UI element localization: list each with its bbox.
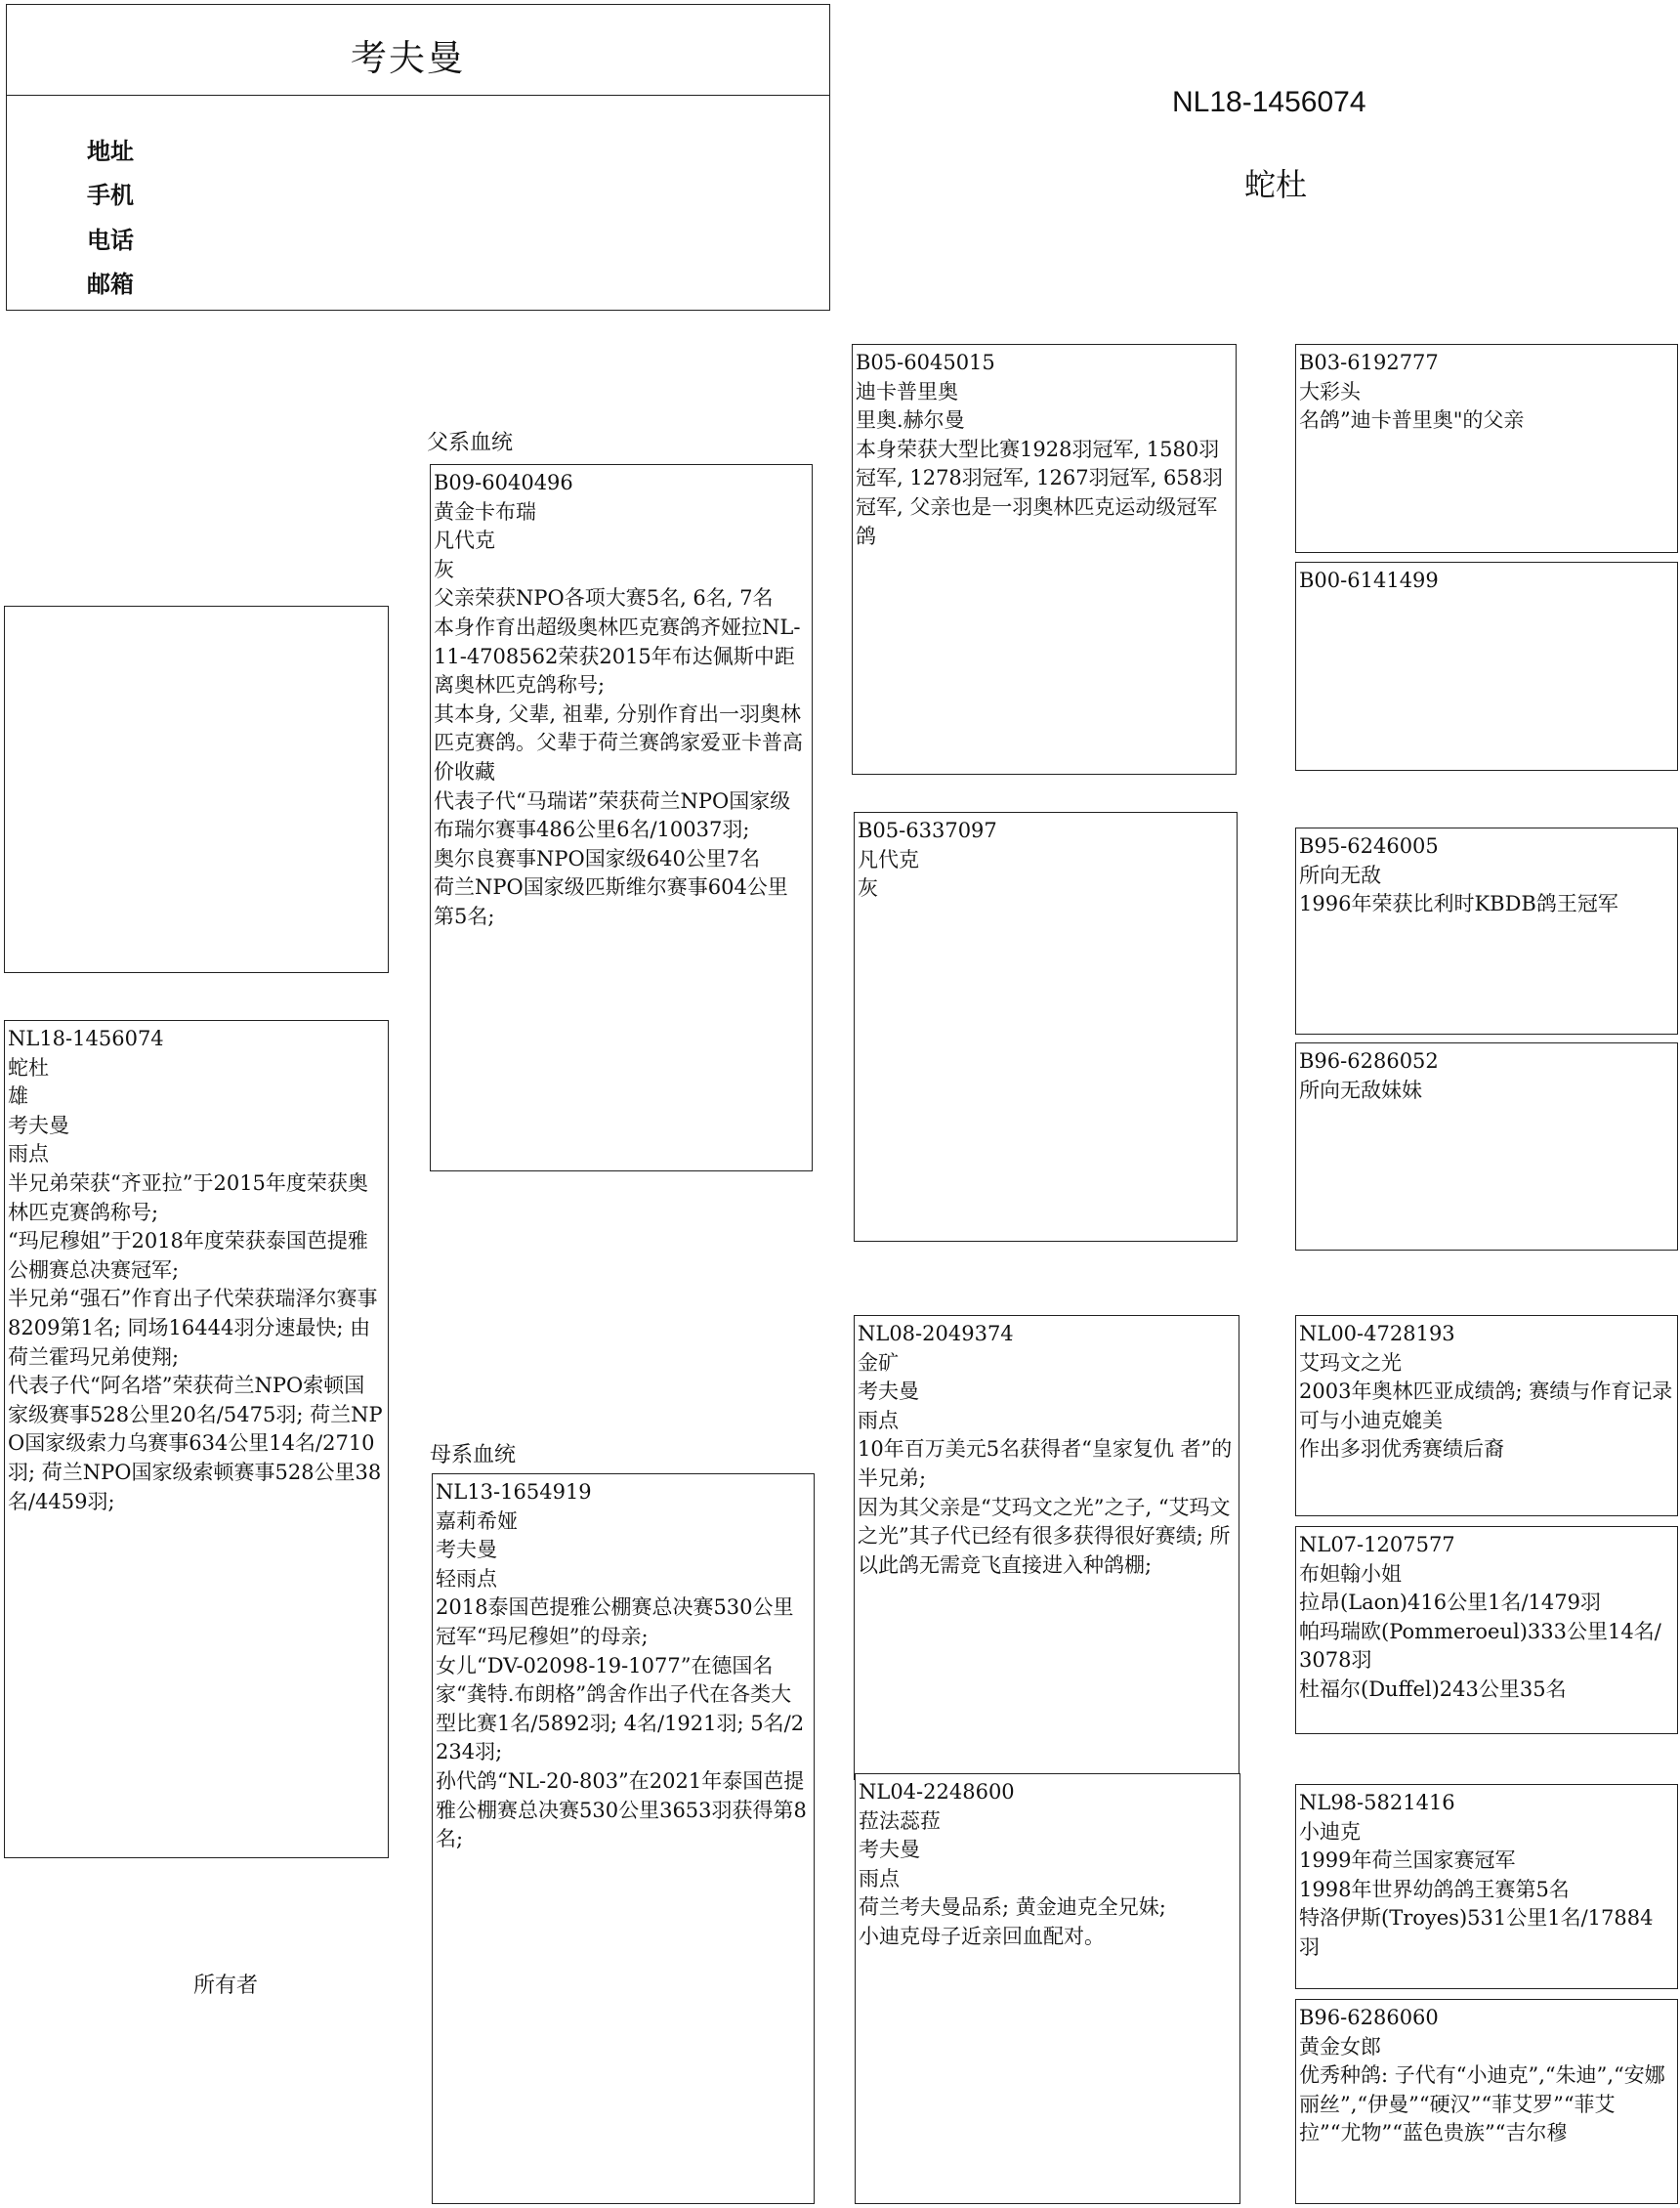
info-line: 小迪克 [1299,1819,1361,1844]
owner-name: 考夫曼 [351,38,465,78]
ring-number-line: B96-6286060 [1299,2006,1439,2029]
ring-number-line: B03-6192777 [1299,351,1439,374]
info-line: 金矿 [858,1350,899,1375]
info-line: 优秀种鸽: 子代有“小迪克”,“朱迪”,“安娜丽丝”,“伊曼”“硬汉”“菲艾罗”“菲艾拉”“尤物”“蓝色贵族”“吉尔穆 [1299,2063,1665,2145]
mobile-label: 手机 [87,183,134,209]
info-line: 奥尔良赛事NPO国家级640公里7名 [434,846,761,870]
info-line: 名鸽”迪卡普里奥"的父亲 [1299,408,1525,433]
info-line: 里奥.赫尔曼 [856,408,965,433]
sd-dam-card [1295,1042,1678,1251]
ring-number: NL18-1456074 [1172,86,1366,118]
info-line: 本身作育出超级奥林匹克赛鸽齐娅拉NL-11-4708562荣获2015年布达佩斯中距离奥林匹克鸽称号; [434,615,801,698]
info-line: 特洛伊斯(Troyes)531公里1名/17884羽 [1299,1906,1654,1959]
email-label: 邮箱 [87,272,134,298]
ss-sire-card [1295,344,1678,553]
owner-header-box [6,4,830,311]
info-line: 2018泰国芭提雅公棚赛总决赛530公里冠军“玛尼穆妲”的母亲; [436,1595,794,1648]
sire-line-label: 父系血统 [427,431,514,455]
info-line: 雨点 [8,1142,49,1167]
info-line: 嘉莉希娅 [436,1508,518,1533]
ring-number-line: B96-6286052 [1299,1049,1439,1073]
ring-number-line: NL13-1654919 [436,1480,592,1504]
info-line: 本身荣获大型比赛1928羽冠军, 1580羽冠军, 1278羽冠军, 1267羽冠军, 658羽冠军, 父亲也是一羽奥林匹克运动级冠军鸽 [856,437,1224,548]
info-line: 孙代鸽“NL-20-803”在2021年泰国芭提雅公棚赛总决赛530公里3653羽获得第8名; [436,1768,807,1851]
address-label: 地址 [87,139,134,165]
info-line: 布妲翰小姐 [1299,1561,1402,1586]
ring-number-line: B05-6337097 [858,819,997,842]
ring-number-line: B00-6141499 [1299,569,1439,592]
info-line: 拉昂(Laon)416公里1名/1479羽 [1299,1591,1601,1615]
info-line: 代表子代“阿名塔”荣获荷兰NPO索顿国家级赛事528公里20名/5475羽; 荷兰NPO国家级索力乌赛事634公里14名/2710羽; 荷兰NPO国家级索顿赛事528公里38名/4459羽; [8,1374,383,1513]
info-line: 荷兰考夫曼品系; 黄金迪克全兄妹; [859,1895,1166,1920]
ds-sire-card [1295,1315,1678,1516]
info-line: 灰 [858,876,878,901]
owner-name-cell [7,5,829,96]
info-line: 艾玛文之光 [1299,1350,1402,1375]
dam-line-label: 母系血统 [430,1443,517,1467]
ring-number-line: NL18-1456074 [8,1027,164,1050]
info-line: 蛇杜 [8,1055,49,1080]
info-line: 大彩头 [1299,379,1361,403]
info-line: “玛尼穆姐”于2018年度荣获泰国芭提雅公棚赛总决赛冠军; [8,1229,368,1282]
info-line: 小迪克母子近亲回血配对。 [859,1924,1105,1948]
subject-card [4,1020,389,1858]
ring-number-line: NL00-4728193 [1299,1322,1455,1345]
ring-number-line: NL08-2049374 [858,1322,1014,1345]
info-line: 轻雨点 [436,1566,497,1591]
ring-number-line: NL04-2248600 [859,1780,1015,1804]
sire-dam-card [854,812,1238,1242]
info-line: 灰 [434,557,454,581]
info-line: 10年百万美元5名获得者“皇家复仇 者”的半兄弟; [858,1437,1233,1490]
info-line: 帕玛瑞欧(Pommeroeul)333公里14名/3078羽 [1299,1619,1661,1673]
ds-dam-card [1295,1526,1678,1734]
info-line: 女儿“DV-02098-19-1077”在德国名家“龚特.布朗格”鸽舍作出子代在各类大型比赛1名/5892羽; 4名/1921羽; 5名/2234羽; [436,1653,805,1764]
ring-number-line: B05-6045015 [856,351,995,374]
ring-number-line: NL07-1207577 [1299,1533,1455,1556]
sire-sire-card [852,344,1237,775]
photo-frame [4,606,389,973]
info-line: 半兄弟“强石”作育出子代荣获瑞泽尔赛事8209第1名; 同场16444羽分速最快; 由荷兰霍玛兄弟使翔; [8,1287,378,1369]
info-line: 杜福尔(Duffel)243公里35名 [1299,1677,1567,1701]
sire-card [430,464,813,1171]
info-line: 考夫曼 [858,1380,919,1404]
info-line: 凡代克 [858,847,919,871]
info-line: 父亲荣获NPO各项大赛5名, 6名, 7名 [434,586,774,611]
ss-dam-card [1295,562,1678,771]
ring-number-line: B09-6040496 [434,471,573,494]
info-line: 1996年荣获比利时KBDB鸽王冠军 [1299,892,1618,916]
bird-name: 蛇杜 [1244,167,1308,202]
info-line: 因为其父亲是“艾玛文之光”之子, “艾玛文之光”其子代已经有很多获得很好赛绩; 所以此鸽无需竞飞直接进入种鸽棚; [858,1495,1231,1577]
info-line: 所向无敌 [1299,863,1381,887]
dd-sire-card [1295,1784,1678,1989]
info-line: 半兄弟荣获“齐亚拉”于2015年度荣获奥林匹克赛鸽称号; [8,1170,368,1224]
info-line: 雨点 [858,1408,899,1432]
info-line: 2003年奥林匹亚成绩鸽; 赛绩与作育记录可与小迪克媲美 [1299,1380,1673,1432]
info-line: 考夫曼 [859,1838,920,1862]
dd-dam-card [1295,1999,1678,2204]
info-line: 1998年世界幼鸽鸽王赛第5名 [1299,1877,1570,1901]
info-line: 黄金女郎 [1299,2034,1381,2059]
dam-dam-card [855,1773,1240,2204]
info-line: 作出多羽优秀赛绩后裔 [1299,1437,1504,1462]
dam-sire-card [854,1315,1239,1780]
dam-card [432,1473,815,2204]
info-line: 荷兰NPO国家级匹斯维尔赛事604公里第5名; [434,875,788,928]
info-line: 雄 [8,1084,28,1109]
info-line: 菈法蕊菈 [859,1808,941,1833]
info-line: 考夫曼 [436,1538,497,1562]
info-line: 考夫曼 [8,1113,69,1137]
phone-label: 电话 [87,228,134,254]
info-line: 迪卡普里奥 [856,379,958,403]
info-line: 凡代克 [434,529,495,553]
owner-label: 所有者 [193,1974,259,1998]
sd-sire-card [1295,828,1678,1035]
ring-number-line: NL98-5821416 [1299,1791,1455,1814]
ring-number-line: B95-6246005 [1299,834,1439,858]
info-line: 雨点 [859,1866,900,1890]
info-line: 所向无敌妹妹 [1299,1078,1422,1102]
info-line: 代表子代“马瑞诺”荣获荷兰NPO国家级布瑞尔赛事486公里6名/10037羽; [434,788,791,842]
info-line: 1999年荷兰国家赛冠军 [1299,1848,1516,1873]
info-line: 黄金卡布瑞 [434,499,536,524]
info-line: 其本身, 父辈, 祖辈, 分别作育出一羽奥林匹克赛鸽。父辈于荷兰赛鸽家爱亚卡普高价收藏 [434,701,803,784]
